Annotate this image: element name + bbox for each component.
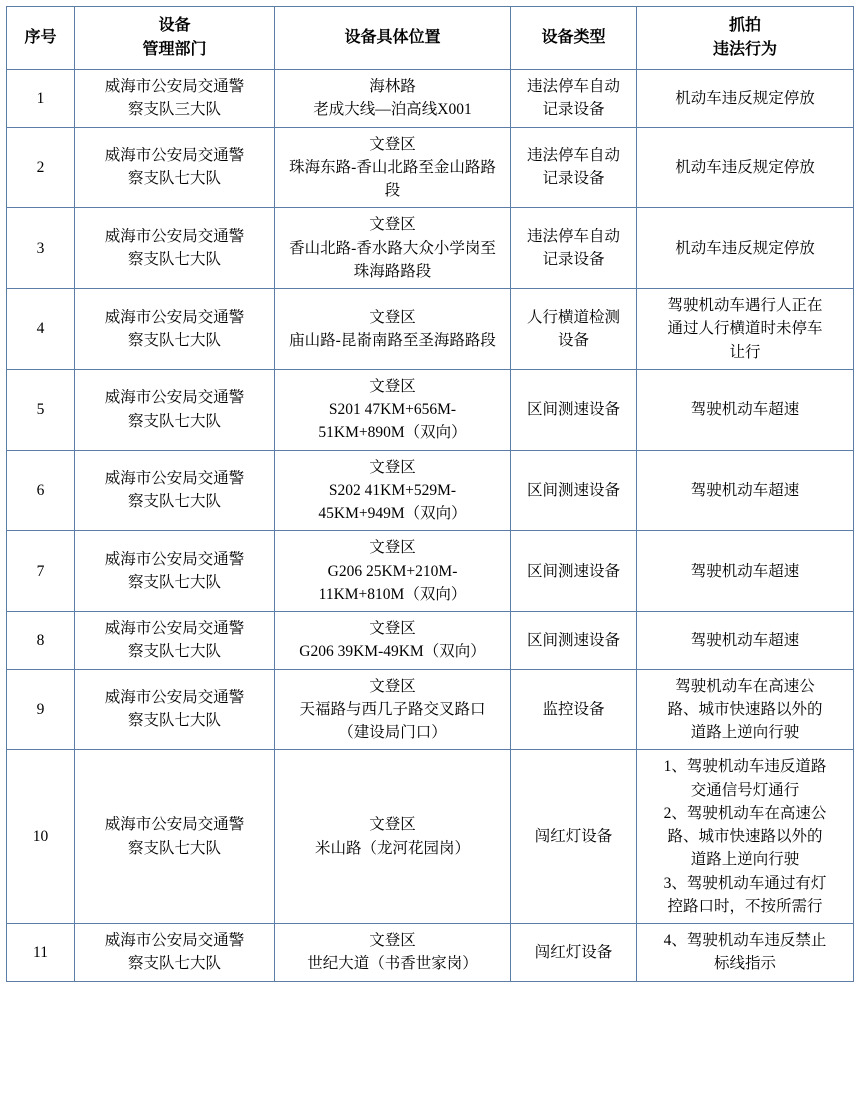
cell-device-type: 违法停车自动 记录设备 (511, 208, 637, 289)
cell-location: 海林路 老成大线—泊高线X001 (275, 70, 511, 128)
cell-device-type: 违法停车自动 记录设备 (511, 127, 637, 208)
cell-device-type: 区间测速设备 (511, 531, 637, 612)
cell-device-type: 区间测速设备 (511, 369, 637, 450)
cell-index: 2 (7, 127, 75, 208)
cell-violation: 驾驶机动车超速 (637, 531, 854, 612)
table-row (7, 369, 854, 450)
cell-location: 文登区 S202 41KM+529M- 45KM+949M（双向） (275, 450, 511, 531)
cell-index: 8 (7, 612, 75, 670)
cell-violation: 驾驶机动车遇行人正在 通过人行横道时未停车 让行 (637, 289, 854, 370)
cell-violation: 机动车违反规定停放 (637, 70, 854, 128)
cell-violation: 4、驾驶机动车违反禁止 标线指示 (637, 924, 854, 982)
table-row (7, 669, 854, 750)
cell-location: 文登区 S201 47KM+656M- 51KM+890M（双向） (275, 369, 511, 450)
table-row (7, 127, 854, 208)
cell-violation: 驾驶机动车超速 (637, 369, 854, 450)
cell-device-type: 区间测速设备 (511, 612, 637, 670)
cell-violation: 机动车违反规定停放 (637, 208, 854, 289)
cell-index: 11 (7, 924, 75, 982)
table-row (7, 612, 854, 670)
column-header-index: 序号 (7, 7, 75, 70)
column-header-device-type: 设备类型 (511, 7, 637, 70)
cell-department: 威海市公安局交通警 察支队七大队 (75, 924, 275, 982)
column-header-violation: 抓拍 违法行为 (637, 7, 854, 70)
table-body (7, 70, 854, 982)
cell-location: 文登区 G206 25KM+210M- 11KM+810M（双向） (275, 531, 511, 612)
cell-index: 7 (7, 531, 75, 612)
cell-device-type: 区间测速设备 (511, 450, 637, 531)
cell-location: 文登区 世纪大道（书香世家岗） (275, 924, 511, 982)
cell-device-type: 闯红灯设备 (511, 750, 637, 924)
cell-device-type: 监控设备 (511, 669, 637, 750)
cell-department: 威海市公安局交通警 察支队七大队 (75, 289, 275, 370)
cell-department: 威海市公安局交通警 察支队七大队 (75, 750, 275, 924)
cell-index: 4 (7, 289, 75, 370)
table-row (7, 208, 854, 289)
cell-violation: 1、驾驶机动车违反道路 交通信号灯通行 2、驾驶机动车在高速公 路、城市快速路以外的 道路上逆向行驶 3、驾驶机动车通过有灯 控路口时，不按所需行 (637, 750, 854, 924)
cell-violation: 驾驶机动车超速 (637, 612, 854, 670)
column-header-department: 设备 管理部门 (75, 7, 275, 70)
cell-location: 文登区 珠海东路-香山北路至金山路路 段 (275, 127, 511, 208)
cell-violation: 驾驶机动车在高速公 路、城市快速路以外的 道路上逆向行驶 (637, 669, 854, 750)
table-row (7, 70, 854, 128)
cell-device-type: 人行横道检测 设备 (511, 289, 637, 370)
cell-device-type: 违法停车自动 记录设备 (511, 70, 637, 128)
cell-location: 文登区 米山路（龙河花园岗） (275, 750, 511, 924)
cell-department: 威海市公安局交通警 察支队七大队 (75, 127, 275, 208)
table-row (7, 531, 854, 612)
cell-index: 10 (7, 750, 75, 924)
cell-location: 文登区 天福路与西几子路交叉路口 （建设局门口） (275, 669, 511, 750)
cell-location: 文登区 庙山路-昆嵛南路至圣海路路段 (275, 289, 511, 370)
cell-location: 文登区 香山北路-香水路大众小学岗至 珠海路路段 (275, 208, 511, 289)
cell-location: 文登区 G206 39KM-49KM（双向） (275, 612, 511, 670)
cell-department: 威海市公安局交通警 察支队三大队 (75, 70, 275, 128)
cell-department: 威海市公安局交通警 察支队七大队 (75, 531, 275, 612)
table-header-row (7, 7, 854, 70)
cell-department: 威海市公安局交通警 察支队七大队 (75, 450, 275, 531)
table-row (7, 289, 854, 370)
cell-index: 3 (7, 208, 75, 289)
cell-index: 6 (7, 450, 75, 531)
traffic-device-table (6, 6, 854, 982)
cell-department: 威海市公安局交通警 察支队七大队 (75, 612, 275, 670)
cell-index: 5 (7, 369, 75, 450)
cell-device-type: 闯红灯设备 (511, 924, 637, 982)
cell-index: 1 (7, 70, 75, 128)
table-row (7, 924, 854, 982)
cell-violation: 驾驶机动车超速 (637, 450, 854, 531)
table-header (7, 7, 854, 70)
table-row (7, 450, 854, 531)
cell-department: 威海市公安局交通警 察支队七大队 (75, 669, 275, 750)
table-row (7, 750, 854, 924)
cell-index: 9 (7, 669, 75, 750)
cell-violation: 机动车违反规定停放 (637, 127, 854, 208)
column-header-location: 设备具体位置 (275, 7, 511, 70)
cell-department: 威海市公安局交通警 察支队七大队 (75, 369, 275, 450)
cell-department: 威海市公安局交通警 察支队七大队 (75, 208, 275, 289)
